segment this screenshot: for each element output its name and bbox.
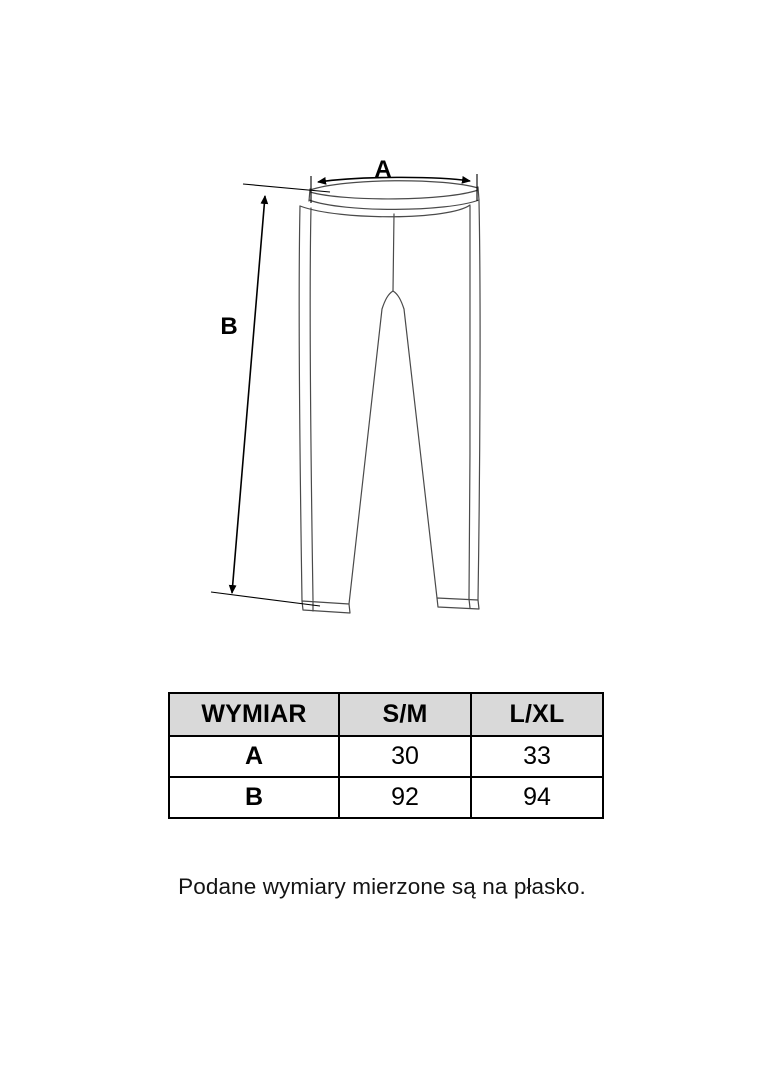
table-row <box>169 777 603 818</box>
waistband-left-side <box>309 189 310 201</box>
left-outer-seam <box>299 206 302 601</box>
left-side-seam <box>310 208 313 600</box>
size-table-body <box>169 736 603 818</box>
right-side-seam <box>469 206 470 599</box>
dimension-a-label: A <box>374 156 392 183</box>
waistband-inner-edge <box>310 190 478 199</box>
waistband-top-edge <box>310 181 478 190</box>
size-table <box>168 692 604 819</box>
header-cell-sm: S/M <box>339 693 471 736</box>
center-front-seam <box>393 214 394 291</box>
left-inseam <box>349 291 393 604</box>
garment-outline <box>299 181 480 613</box>
waistband-right-side <box>478 187 479 200</box>
right-cuff-fold <box>469 599 470 608</box>
cell-a-lxl: 33 <box>471 736 603 777</box>
right-cuff <box>437 598 479 609</box>
cell-dimension-a: A <box>169 736 339 777</box>
cell-dimension-b: B <box>169 777 339 818</box>
header-cell-dimension: WYMIAR <box>169 693 339 736</box>
cell-b-sm: 92 <box>339 777 471 818</box>
table-header-row <box>169 693 603 736</box>
right-inseam <box>393 291 437 598</box>
table-row <box>169 736 603 777</box>
size-table-head <box>169 693 603 736</box>
dim-b-arrow <box>232 196 265 593</box>
cell-a-sm: 30 <box>339 736 471 777</box>
header-cell-lxl: L/XL <box>471 693 603 736</box>
cell-b-lxl: 94 <box>471 777 603 818</box>
right-outer-seam <box>478 201 480 600</box>
dimension-b-label: B <box>220 313 238 340</box>
left-cuff <box>302 601 350 613</box>
dim-b-bottom-extension <box>211 592 320 606</box>
measurement-note: Podane wymiary mierzone są na płasko. <box>178 874 586 899</box>
waistband-bottom-edge <box>309 200 479 209</box>
